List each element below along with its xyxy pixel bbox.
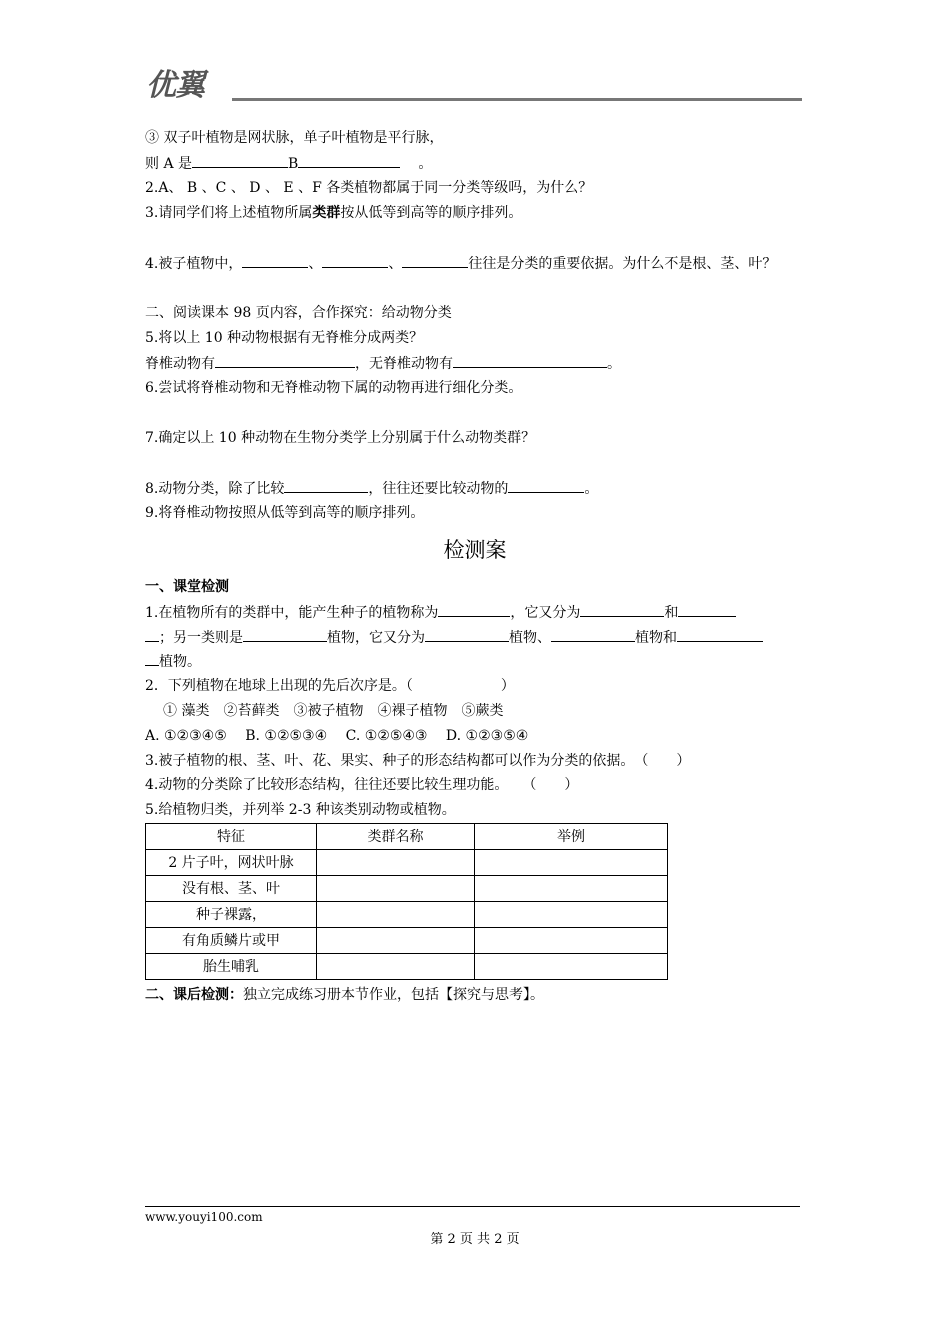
section-title: 检测案 [443, 538, 507, 562]
table-cell-empty[interactable] [317, 928, 475, 954]
section-heading: 一、课堂检测 [145, 579, 229, 595]
blank [192, 153, 288, 168]
blank [298, 153, 400, 168]
table-row [146, 850, 668, 876]
blank [242, 253, 308, 268]
table-cell: 胎生哺乳 [146, 954, 317, 980]
text-line: 3.请同学们将上述植物所属类群按从低等到高等的顺序排列。 [145, 205, 523, 221]
table-cell-empty[interactable] [317, 902, 475, 928]
blank [145, 627, 159, 642]
blank [215, 353, 355, 368]
footer-url: www.youyi100.com [145, 1210, 263, 1224]
blank [284, 478, 368, 493]
table-cell-empty[interactable] [317, 954, 475, 980]
text-line: 脊椎动物有 ，无脊椎动物有 。 [145, 353, 621, 374]
table-cell: 没有根、茎、叶 [146, 876, 317, 902]
table-cell: 有角质鳞片或甲 [146, 928, 317, 954]
text-line: 9.将脊椎动物按照从低等到高等的顺序排列。 [145, 505, 425, 521]
table-cell-empty[interactable] [475, 902, 668, 928]
table-row [146, 876, 668, 902]
table-cell: 种子裸露， [146, 902, 317, 928]
text-line: 则 A 是 B 。 [145, 153, 432, 174]
table-row [146, 954, 668, 980]
header-rule [232, 98, 802, 101]
question-5: 5.给植物归类，并列举 2-3 种该类别动物或植物。 [145, 802, 456, 818]
table-cell: 2 片子叶，网状叶脉 [146, 850, 317, 876]
question-2-options: A. ①②③④⑤ B. ①②⑤③④ C. ①②⑤④③ D. ①②③⑤④ [145, 728, 529, 744]
blank [145, 651, 159, 666]
blank [425, 627, 509, 642]
question-2: 2．下列植物在地球上出现的先后次序是。（ ） [145, 678, 515, 694]
logo: 优翼 [146, 68, 204, 103]
blank [243, 627, 327, 642]
text-line: 5.将以上 10 种动物根据有无脊椎分成两类？ [145, 330, 424, 346]
after-class-line: 二、课后检测：独立完成练习册本节作业，包括【探究与思考】。 [145, 987, 544, 1003]
question-1-cont: ；另一类则是 植物，它又分为 植物、 植物和 [145, 627, 763, 648]
blank [402, 253, 468, 268]
table-header-row [146, 824, 668, 850]
classification-table [145, 823, 668, 980]
table-header: 举例 [475, 824, 668, 850]
blank [438, 602, 510, 617]
table-cell-empty[interactable] [475, 876, 668, 902]
page-number: 第 2 页 共 2 页 [430, 1232, 520, 1247]
blank [508, 478, 584, 493]
blank [551, 627, 635, 642]
table-row [146, 928, 668, 954]
footer-rule [145, 1206, 800, 1207]
text-line: ③ 双子叶植物是网状脉，单子叶植物是平行脉， [145, 130, 444, 146]
table-header: 特征 [146, 824, 317, 850]
table-cell-empty[interactable] [317, 850, 475, 876]
blank [677, 627, 763, 642]
table-cell-empty[interactable] [475, 954, 668, 980]
question-1-cont: 植物。 [145, 651, 201, 672]
table-header: 类群名称 [317, 824, 475, 850]
text-line: 二、阅读课本 98 页内容，合作探究：给动物分类 [145, 305, 452, 321]
blank [453, 353, 607, 368]
text-line: 2.A、 B 、C 、 D 、 E 、F 各类植物都属于同一分类等级吗，为什么？ [145, 180, 593, 196]
blank [678, 602, 736, 617]
text-line: 4.被子植物中， 、 、 往往是分类的重要依据。为什么不是根、茎、叶？ [145, 253, 776, 274]
table-cell-empty[interactable] [475, 850, 668, 876]
text-line: 6.尝试将脊椎动物和无脊椎动物下属的动物再进行细化分类。 [145, 380, 523, 396]
table-cell-empty[interactable] [475, 928, 668, 954]
text-line: 7.确定以上 10 种动物在生物分类学上分别属于什么动物类群？ [145, 430, 536, 446]
blank [322, 253, 388, 268]
table-row [146, 902, 668, 928]
question-4: 4.动物的分类除了比较形态结构，往往还要比较生理功能。 （ ） [145, 777, 579, 793]
table-cell-empty[interactable] [317, 876, 475, 902]
question-1: 1.在植物所有的类群中，能产生种子的植物称为 ，它又分为 和 [145, 602, 736, 623]
section-heading: 二、课后检测： [145, 987, 243, 1003]
text-line: 8.动物分类，除了比较 ，往往还要比较动物的 。 [145, 478, 598, 499]
question-3: 3.被子植物的根、茎、叶、花、果实、种子的形态结构都可以作为分类的依据。 （ ） [145, 753, 691, 769]
question-2-items: ① 藻类 ②苔藓类 ③被子植物 ④裸子植物 ⑤蕨类 [163, 703, 504, 719]
blank [580, 602, 664, 617]
